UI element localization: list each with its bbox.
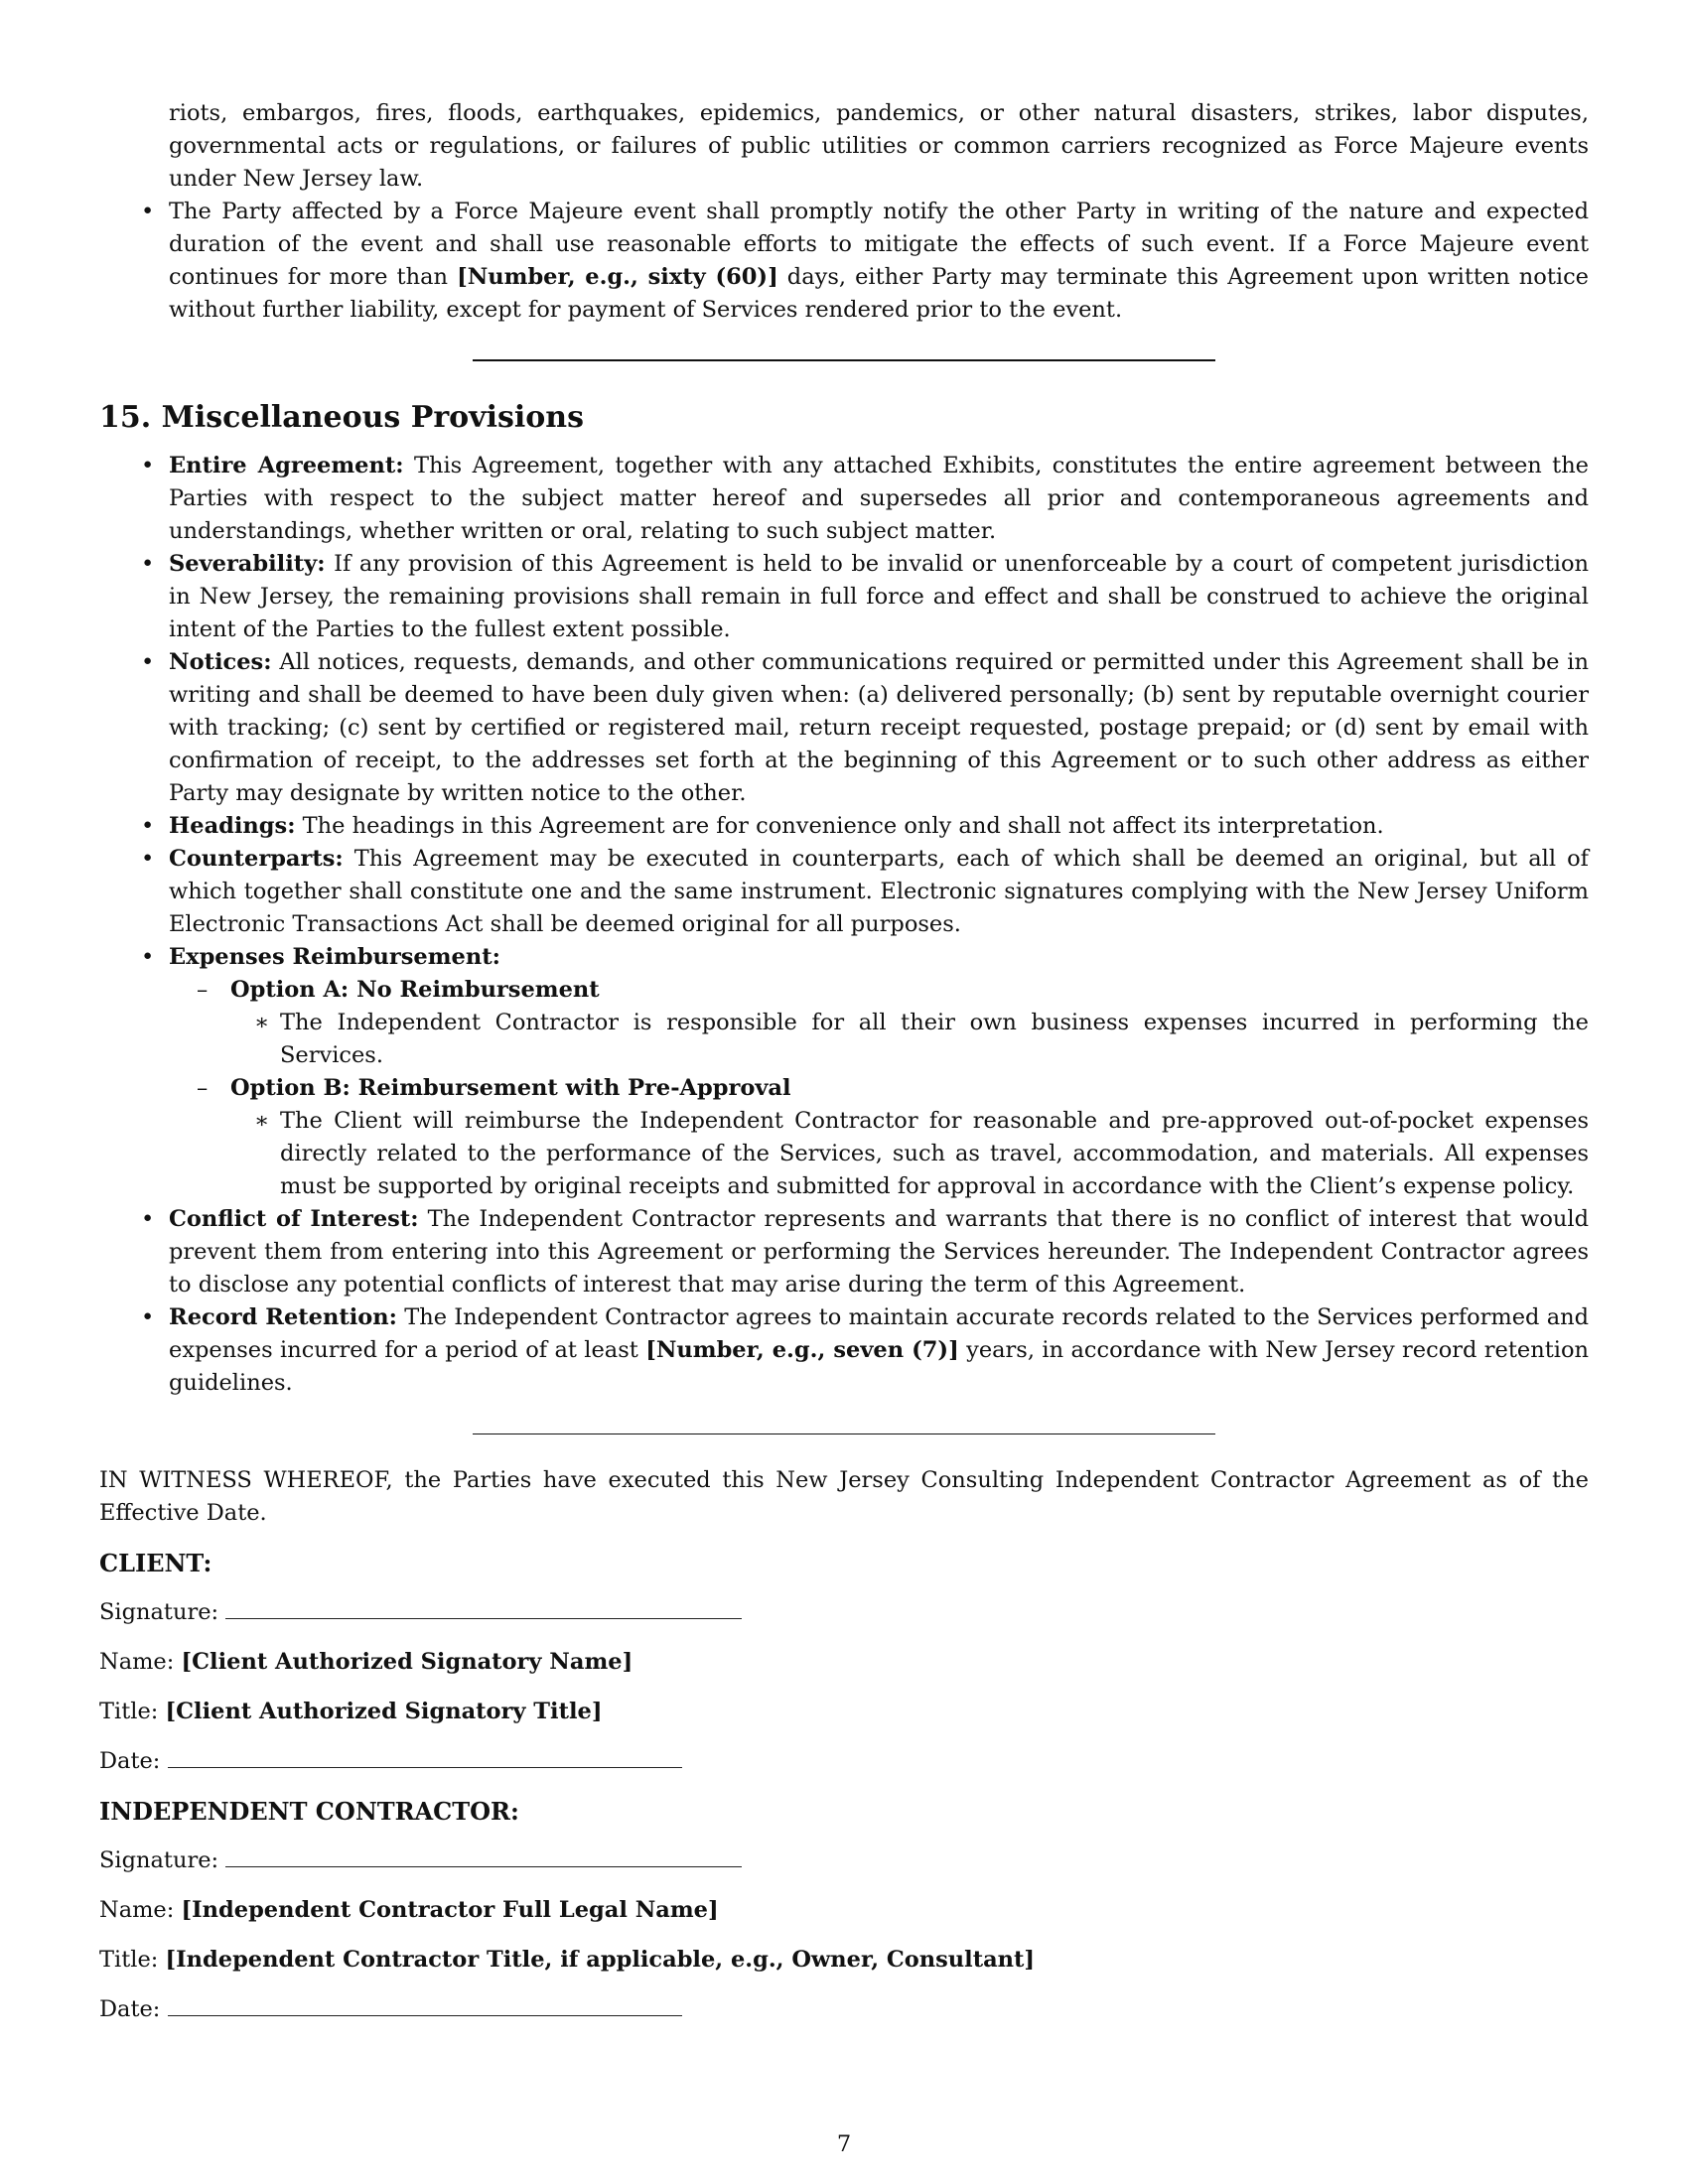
witness-paragraph: IN WITNESS WHEREOF, the Parties have executed this New Jersey Consulting Independent Contractor Agreement as of the Effective Date. [99,1467,1589,1526]
option-a-item [169,974,1589,1072]
record-retention-suffix: years, in accordance with New Jersey record retention guidelines. [169,1337,1589,1396]
severability-label: Severability: [169,551,326,577]
asterisk-marker: ∗ [254,1108,270,1134]
client-signature-block [99,1547,1589,1778]
client-name-label: Name: [99,1649,175,1675]
option-b-details [230,1105,1589,1203]
contractor-title-row [99,1944,1589,1977]
option-b-detail [230,1105,1589,1203]
contractor-title-value: [Independent Contractor Title, if applicable, e.g., Owner, Consultant] [165,1947,1036,1973]
client-title-row [99,1696,1589,1728]
counterparts-label: Counterparts: [169,846,344,872]
client-title-label: Title: [99,1699,159,1724]
dash-marker: – [197,1075,209,1101]
option-a-details [230,1007,1589,1072]
force-majeure-notice-text: The Party affected by a Force Majeure event shall promptly notify the other Party in writing of the nature and expected duration of the event and shall use reasonable efforts to mitigate the effects of such event. If a Force Majeure event continues for more than [169,199,1589,290]
contractor-title-label: Title: [99,1947,159,1973]
contractor-signature-line[interactable] [225,1844,742,1867]
expenses-item [99,941,1589,1203]
conflict-text: The Independent Contractor represents and warrants that there is no conflict of interest that would prevent them from entering into this Agreement or performing the Services hereunder. The Independent Contractor agrees to disclose any potential conflicts of interest that may arise during the term of this Agreement. [169,1206,1589,1297]
record-retention-label: Record Retention: [169,1304,397,1330]
option-b-text: The Client will reimburse the Independent Contractor for reasonable and pre-approved out-of-pocket expenses directly related to the performance of the Services, such as travel, accommodation, and materials. All expenses must be supported by original receipts and submitted for approval in accordance with the Client’s expense policy. [280,1108,1589,1199]
force-majeure-notice-item [99,196,1589,327]
force-majeure-events-continuation [99,97,1589,196]
document-page [99,97,1589,2043]
contractor-date-row [99,1993,1589,2026]
notices-label: Notices: [169,649,272,675]
option-b-item [169,1072,1589,1203]
page-number: 7 [836,2131,852,2157]
contractor-signature-block [99,1795,1589,2026]
force-majeure-days-placeholder: [Number, e.g., sixty (60)] [457,264,778,290]
counterparts-item [99,843,1589,941]
force-majeure-list [99,97,1589,327]
misc-provisions-list [99,450,1589,1400]
client-date-row [99,1745,1589,1778]
option-a-label: Option A: No Reimbursement [230,977,600,1003]
entire-agreement-item [99,450,1589,548]
contractor-name-row [99,1894,1589,1927]
client-signature-row [99,1596,1589,1629]
notices-text: All notices, requests, demands, and other communications required or permitted under this Agreement shall be in writing and shall be deemed to have been duly given when: (a) delivered personally; (b) sent by reputable overnight courier with tracking; (c) sent by certified or registered mail, return receipt requested, postage prepaid; or (d) sent by email with confirmation of receipt, to the addresses set forth at the beginning of this Agreement or to such other address as either Party may designate by written notice to the other. [169,649,1589,806]
contractor-signature-label: Signature: [99,1847,219,1873]
expenses-label: Expenses Reimbursement: [169,944,500,970]
headings-item [99,810,1589,843]
contractor-name-value: [Independent Contractor Full Legal Name] [181,1897,719,1923]
force-majeure-events-text: riots, embargos, fires, floods, earthquakes, epidemics, pandemics, or other natural disasters, strikes, labor disputes, governmental acts or regulations, or failures of public utilities or common carriers recognized as Force Majeure events under New Jersey law. [169,100,1589,192]
headings-text: The headings in this Agreement are for convenience only and shall not affect its interpretation. [295,813,1384,839]
option-a-text: The Independent Contractor is responsible for all their own business expenses incurred in performing the Services. [280,1010,1589,1068]
severability-text: If any provision of this Agreement is held to be invalid or unenforceable by a court of competent jurisdiction in New Jersey, the remaining provisions shall remain in full force and effect and shall be construed to achieve the original intent of the Parties to the fullest extent possible. [169,551,1589,642]
option-a-detail [230,1007,1589,1072]
record-retention-text: The Independent Contractor agrees to maintain accurate records related to the Services performed and expenses incurred for a period of at least [169,1304,1589,1363]
expenses-options-list [169,974,1589,1203]
contractor-name-label: Name: [99,1897,175,1923]
severability-item [99,548,1589,646]
entire-agreement-label: Entire Agreement: [169,453,404,478]
option-b-label: Option B: Reimbursement with Pre-Approval [230,1075,791,1101]
force-majeure-notice-suffix: days, either Party may terminate this Agreement upon written notice without further liability, except for payment of Services rendered prior to the event. [169,264,1589,323]
notices-item [99,646,1589,810]
client-date-label: Date: [99,1748,161,1774]
contractor-signature-row [99,1844,1589,1877]
contractor-date-line[interactable] [168,1993,682,2016]
retention-years-placeholder: [Number, e.g., seven (7)] [645,1337,959,1363]
conflict-of-interest-item [99,1203,1589,1301]
asterisk-marker: ∗ [254,1010,270,1035]
dash-marker: – [197,977,209,1003]
client-name-value: [Client Authorized Signatory Name] [181,1649,633,1675]
client-name-row [99,1646,1589,1679]
client-title-value: [Client Authorized Signatory Title] [165,1699,603,1724]
headings-label: Headings: [169,813,296,839]
entire-agreement-text: This Agreement, together with any attached Exhibits, constitutes the entire agreement between the Parties with respect to the subject matter hereof and supersedes all prior and contemporaneous agreements and understandings, whether written or oral, relating to such subject matter. [169,453,1589,544]
client-heading: CLIENT: [99,1549,212,1577]
counterparts-text: This Agreement may be executed in counterparts, each of which shall be deemed an original, but all of which together shall constitute one and the same instrument. Electronic signatures complying with the New Jersey Uniform Electronic Transactions Act shall be deemed original for all purposes. [169,846,1589,937]
record-retention-item [99,1301,1589,1400]
conflict-label: Conflict of Interest: [169,1206,419,1232]
client-date-line[interactable] [168,1745,682,1768]
section-15-heading: 15. Miscellaneous Provisions [99,400,584,435]
client-signature-label: Signature: [99,1599,219,1625]
client-signature-line[interactable] [225,1596,742,1619]
contractor-heading: INDEPENDENT CONTRACTOR: [99,1797,519,1826]
contractor-date-label: Date: [99,1996,161,2022]
